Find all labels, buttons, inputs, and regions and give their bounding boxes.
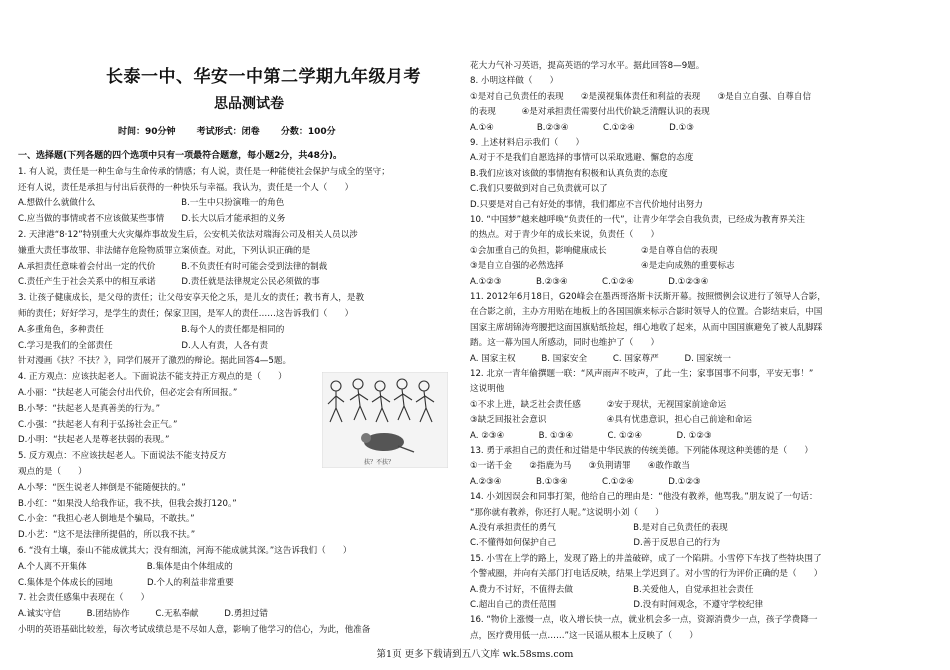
text-line: 1. 有人说，责任是一种生命与生命传承的情感；有人说，责任是一种能使社会保护与成全的坚守； [18, 166, 390, 177]
text-line: 踏。这一幕为国人所感动，同时也维护了（ ） [470, 338, 660, 349]
text-line: A.承担责任意味着会付出一定的代价 B.不负责任有时可能会受到法律的制裁 [18, 261, 328, 272]
text-line: 3. 让孩子健康成长，是父母的责任；让父母安享天伦之乐，是儿女的责任；教书育人，是教 [18, 293, 365, 304]
text-line: 12. 北京一青年偷撰题一联：“风声雨声不吱声，了此一生；家事国事不问事，平安无事！” [470, 369, 814, 379]
exam-score: 分数：100分 [280, 127, 336, 137]
text-line: 11. 2012年6月18日，G20峰会在墨西哥洛斯卡沃斯开幕。按照惯例会议进行了领导人合影， [470, 292, 826, 302]
text-line: 的热点。对于青少年的成长来说，负责任（ ） [470, 230, 660, 241]
text-line: 6. “没有土壤，泰山不能成就其大；没有细流，河海不能成就其深。”这告诉我们（ ） [18, 546, 352, 556]
text-line: 点，医疗费用低一点……”这一民谣从根本上反映了（ ） [470, 630, 698, 641]
text-line: 5. 反方观点：不应该扶起老人。下面说法不能支持反方 [18, 451, 227, 462]
text-line: D.小艺：“这不是法律所提倡的，所以我不扶。” [18, 530, 196, 541]
text-line: 8. 小明这样做（ ） [470, 76, 559, 87]
text-line: 个警戒圈，并向有关部门打电话反映，结果上学迟到了。对小雪的行为评价正确的是（ ） [470, 569, 823, 580]
text-line: A.①④ B.②③④ C.①②④ D.①③ [470, 122, 694, 133]
text-line: “那你就有教养，你还打人呢。”这说明小刘（ ） [470, 507, 664, 518]
text-line: A.小琴：“医生说老人摔倒是不能随便扶的。” [18, 482, 186, 493]
text-line: A.个人离不开集体 B.集体是由个体组成的 [18, 561, 233, 572]
text-line: 观点的是（ ） [18, 467, 87, 477]
text-line: A.②③④ B.①③④ C.①②④ D.①②③ [470, 476, 701, 487]
text-line: 的表现 ④是对承担责任需要付出代价缺乏清醒认识的表现 [470, 107, 710, 118]
text-line: 一、选择题(下列各题的四个选项中只有一项最符合题意，每小题2分，共48分)。 [18, 151, 343, 161]
text-line: A.小丽：“扶起老人可能会付出代价，但必定会有所回报。” [18, 388, 238, 398]
exam-subtitle: 思品测试卷 [214, 96, 284, 112]
text-line: C.责任产生于社会关系中的相互承诺 D.责任就是法律规定公民必须做的事 [18, 277, 320, 288]
exam-time: 时间：90分钟 [118, 127, 176, 137]
text-line: 师的责任；好好学习，是学生的责任；保家卫国，是军人的责任……这告诉我们（ ） [18, 309, 354, 319]
text-line: ③缺乏回报社会意识 ④具有忧患意识，担心自己前途和命运 [470, 415, 752, 426]
text-line: 10. “中国梦”越来越呼唤“负责任的一代”，让青少年学会自我负责，已经成为教育界关注 [470, 215, 805, 225]
text-line: ①会加重自己的负担，影响健康成长 ②是自尊自信的表现 [470, 245, 718, 256]
exam-meta [118, 124, 354, 137]
text-line: A.没有承担责任的勇气 B.是对自己负责任的表现 [470, 523, 728, 533]
cartoon-caption: 扶？不扶？ [364, 459, 395, 466]
text-line: 16. “物价上涨慢一点，收入增长快一点，就业机会多一点，资源消费少一点，孩子学费降一 [470, 615, 818, 626]
text-line: C.学习是我们的全部责任 D.人人有责，人各有责 [18, 340, 269, 351]
text-line: 9. 上述材料启示我们（ ） [470, 138, 585, 148]
exam-title: 长泰一中、华安一中第二学期九年级月考 [106, 67, 421, 87]
text-line: 嫌重大责任事故罪、非法储存危险物质罪立案侦查。对此，下列认识正确的是 [18, 245, 311, 256]
text-line: C.不懂得如何保护自己 D.善于反思自己的行为 [470, 538, 721, 549]
text-line: 2. 天津港“8·12”特别重大火灾爆炸事故发生后，公安机关依法对瑞海公司及相关人员以涉 [18, 230, 358, 240]
text-line: 国家主席胡锦涛弯腰把这面国旗贴纸捡起，细心地收了起来，从而中国国旗避免了被人乱脚踩 [470, 322, 823, 333]
text-line: ①是对自己负责任的表现 ②是漠视集体责任和利益的表现 ③是自立自强、自尊自信 [470, 91, 812, 102]
text-line: 这说明他 [470, 384, 505, 395]
text-line: C.集体是个体成长的园地 D.个人的利益非常重要 [18, 577, 234, 588]
text-line: 15. 小雪在上学的路上，发现了路上的井盖破碎，成了一个陷阱。小雪停下车找了些特块围了 [470, 553, 822, 564]
text-line: 4. 正方观点：应该扶起老人。下面说法不能支持正方观点的是（ ） [18, 372, 287, 383]
text-line: A.费力不讨好，不值得去做 B.关爱他人，自觉承担社会责任 [470, 584, 754, 595]
text-line: B.我们应该对该做的事情抱有积极和认真负责的态度 [470, 168, 668, 179]
cartoon-illustration [322, 372, 448, 468]
text-line: C.超出自己的责任范围 D.没有时间观念，不遵守学校纪律 [470, 600, 764, 610]
text-line: 在合影之前，主办方用贴在地板上的各国国旗来标示合影时领导人的位置。合影结束后，中国 [470, 307, 823, 318]
text-line: A.想做什么就做什么 B.一生中只扮演唯一的角色 [18, 198, 285, 209]
text-line: 花大力气补习英语，提高英语的学习水平。据此回答8—9题。 [470, 61, 705, 71]
text-line: B.小琴：“扶起老人是真善美的行为。” [18, 403, 161, 414]
text-line: 7. 社会责任感集中表现在（ ） [18, 593, 150, 604]
text-line: C.小强：“扶起老人有利于弘扬社会正气。” [18, 419, 178, 430]
text-line: A.对于不是我们自愿选择的事情可以采取逃避、懈怠的态度 [470, 153, 694, 164]
text-line: 小明的英语基础比较差，每次考试成绩总是不尽如人意，影响了他学习的信心，为此，他准备 [18, 625, 371, 635]
exam-form: 考试形式：闭卷 [196, 127, 260, 137]
text-line: C.应当做的事情或者不应该做某些事情 D.长大以后才能承担的义务 [18, 214, 286, 225]
text-line: C.小金：“我担心老人倒地是个骗局，不敢扶。” [18, 514, 195, 525]
text-line: A. ②③④ B. ①③④ C. ①②④ D. ①②③ [470, 430, 712, 441]
text-line: 还有人说，责任是承担与付出后获得的一种快乐与幸福。我认为，责任是一个人（ ） [18, 182, 354, 193]
text-line: ③是自立自强的必然选择 ④是走向成熟的重要标志 [470, 261, 735, 272]
text-line: ①不求上进，缺乏社会责任感 ②安于现状，无视国家前途命运 [470, 399, 727, 410]
page-footer: 第1页 更多下载请到五八文库 wk.58sms.com [376, 649, 574, 660]
text-line: 13. 勇于承担自己的责任和过错是中华民族的传统美德。下列能体现这种美德的是（ ） [470, 446, 813, 456]
text-line: D.只要是对自己有好处的事情，我们都应不言代价地付出努力 [470, 199, 703, 210]
text-line: A.诚实守信 B.团结协作 C.无私奉献 D.勇担过错 [18, 609, 269, 620]
text-line: ①一诺千金 ②指鹿为马 ③负荆请罪 ④敢作敢当 [470, 461, 690, 472]
text-line: A.多重角色，多种责任 B.每个人的责任都是相同的 [18, 324, 285, 335]
text-line: D.小明：“扶起老人是尊老扶弱的表现。” [18, 435, 170, 446]
text-line: 针对漫画《扶？不扶？》，同学们展开了激烈的辩论。据此回答4—5题。 [18, 356, 292, 367]
text-line: 14. 小刘因误会和同事打架，他给自己的理由是：“他没有教养，他骂我。”朋友说了一句话： [470, 492, 818, 503]
text-line: A.①②③ B.②③④ C.①②④ D.①②③④ [470, 276, 709, 287]
text-line: C.我们只要做到对自己负责就可以了 [470, 184, 608, 195]
text-line: A. 国家主权 B. 国家安全 C. 国家尊严 D. 国家统一 [470, 353, 731, 364]
text-line: B.小红：“如果没人给我作证，我不扶，但我会拨打120。” [18, 498, 237, 509]
